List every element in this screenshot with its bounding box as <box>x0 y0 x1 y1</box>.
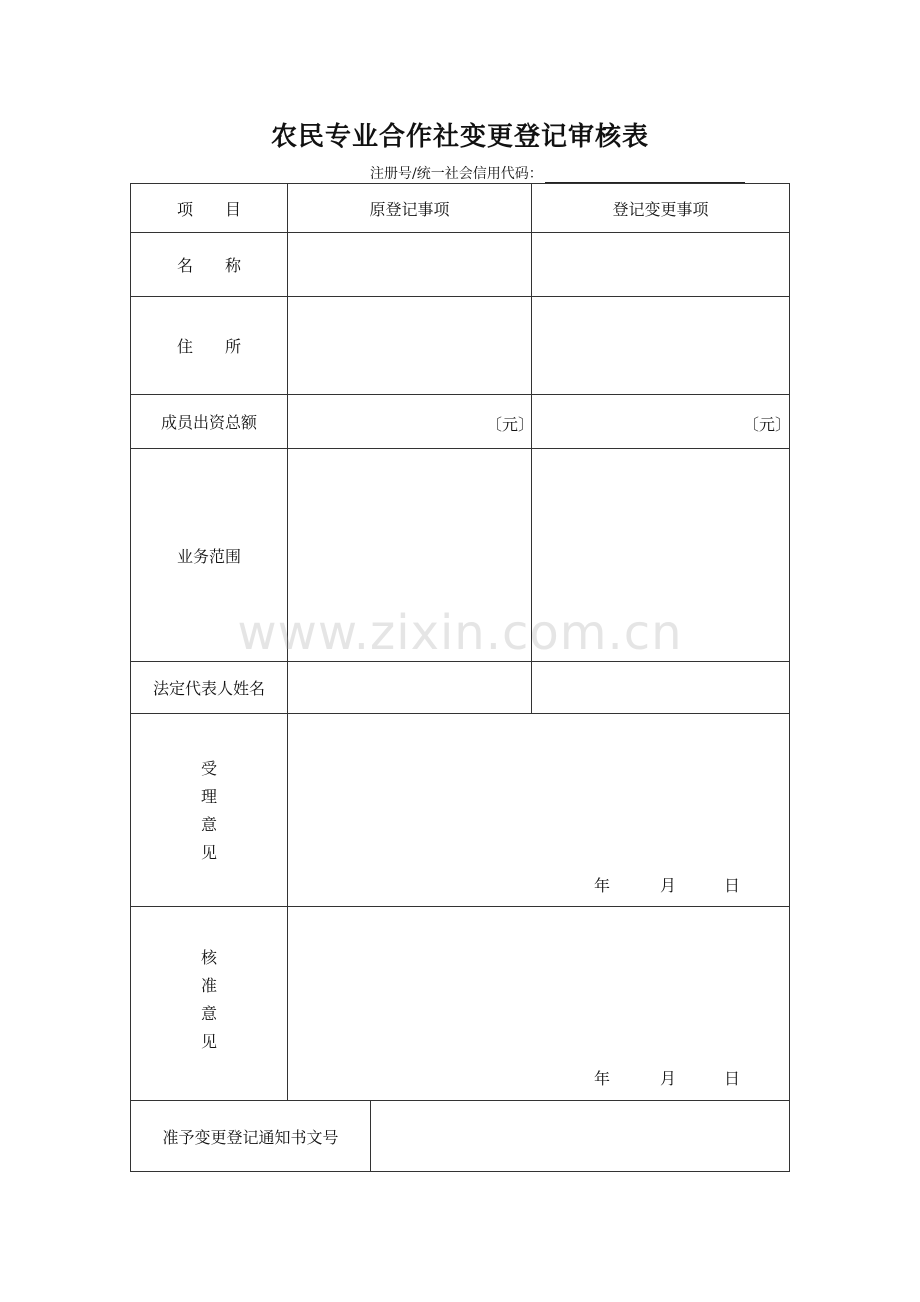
row-label-business-scope: 业务范围 <box>176 546 241 566</box>
address-original-field[interactable] <box>288 297 531 394</box>
form-title: 农民专业合作社变更登记审核表 <box>270 122 649 152</box>
approval-char: 核 <box>200 948 217 967</box>
header-changed: 登记变更事项 <box>612 199 709 219</box>
name-original-field[interactable] <box>288 233 531 296</box>
acceptance-date <box>594 873 740 896</box>
capital-original-unit: 〔元〕 <box>486 415 535 434</box>
row-label-address: 住 所 <box>176 337 241 356</box>
row-label-acceptance <box>199 755 219 867</box>
approval-char: 意 <box>200 1004 217 1023</box>
approval-char: 准 <box>200 976 217 995</box>
acceptance-month-label: 月 <box>660 876 677 895</box>
approval-date <box>594 1066 740 1089</box>
name-changed-field[interactable] <box>532 233 789 296</box>
row-label-approval <box>199 944 219 1056</box>
capital-changed-unit: 〔元〕 <box>743 415 792 434</box>
acceptance-char: 意 <box>200 815 217 834</box>
acceptance-char: 受 <box>200 759 217 778</box>
registration-number-line <box>370 163 745 183</box>
notice-number-field[interactable] <box>371 1101 789 1171</box>
business-scope-original-field[interactable] <box>288 449 531 661</box>
approval-char: 见 <box>200 1032 217 1051</box>
address-changed-field[interactable] <box>532 297 789 394</box>
header-original: 原登记事项 <box>369 199 450 219</box>
acceptance-day-label: 日 <box>724 876 741 895</box>
row-label-legal-rep: 法定代表人姓名 <box>152 679 265 698</box>
approval-year-label: 年 <box>594 1069 611 1088</box>
row-label-name: 名 称 <box>176 256 241 275</box>
legal-rep-changed-field[interactable] <box>532 662 789 713</box>
legal-rep-original-field[interactable] <box>288 662 531 713</box>
acceptance-char: 见 <box>200 843 217 862</box>
acceptance-char: 理 <box>200 787 217 806</box>
registration-number-field[interactable] <box>545 168 745 183</box>
watermark: www.zixin.com.cn <box>237 605 683 661</box>
row-label-notice-number: 准予变更登记通知书文号 <box>162 1127 339 1147</box>
header-item: 项 目 <box>176 199 241 219</box>
table-border-bottom <box>130 1171 790 1172</box>
registration-number-label: 注册号/统一社会信用代码： <box>370 166 543 182</box>
approval-month-label: 月 <box>660 1069 677 1088</box>
row-label-capital: 成员出资总额 <box>160 413 257 432</box>
approval-day-label: 日 <box>724 1069 741 1088</box>
business-scope-changed-field[interactable] <box>532 449 789 661</box>
table-border-right <box>789 183 790 1172</box>
acceptance-year-label: 年 <box>594 876 611 895</box>
